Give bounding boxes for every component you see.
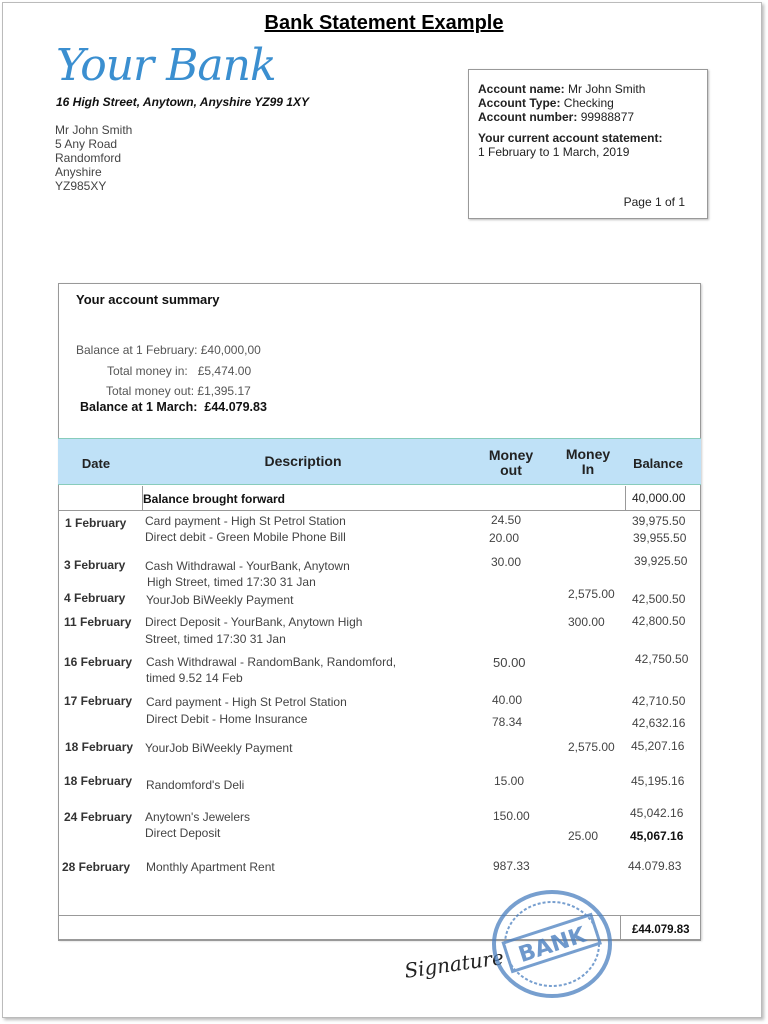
header-date: Date	[81, 456, 111, 471]
row-description: Direct Debit - Home Insurance	[146, 712, 308, 726]
row-money-out: 15.00	[494, 774, 525, 788]
customer-address	[55, 123, 132, 193]
row-date: 4 February	[64, 591, 126, 605]
row-money-out: 78.34	[492, 715, 523, 729]
row-description: YourJob BiWeekly Payment	[145, 741, 293, 755]
row-date: 1 February	[65, 516, 127, 530]
bank-address: 16 High Street, Anytown, Anyshire YZ99 1XY	[56, 95, 309, 109]
statement-box	[58, 283, 701, 940]
table-header	[58, 438, 701, 485]
summary-opening-balance: Balance at 1 February: £40,000,00	[76, 343, 261, 357]
summary-money-out: Total money out: £1,395.17	[106, 384, 251, 398]
row-balance: 39,925.50	[634, 554, 688, 568]
row-balance: 42,750.50	[635, 652, 689, 666]
customer-address-line: YZ985XY	[55, 179, 107, 193]
row-money-in: 300.00	[568, 615, 605, 629]
row-balance: 42,800.50	[632, 614, 686, 628]
column-divider	[620, 915, 621, 941]
header-money-out: Money out	[488, 447, 534, 478]
row-money-in: 2,575.00	[568, 740, 615, 754]
row-money-in: 25.00	[568, 829, 599, 843]
header-description: Description	[264, 453, 342, 469]
account-number: Account number: 99988877	[478, 110, 635, 124]
statement-label: Your current account statement:	[478, 131, 663, 145]
row-money-out: 987.33	[493, 859, 530, 873]
row-description: Card payment - High St Petrol Station	[145, 514, 346, 528]
customer-address-line: Mr John Smith	[55, 123, 133, 137]
row-money-out: 30.00	[491, 555, 522, 569]
row-date: 3 February	[64, 558, 126, 572]
row-balance: 45,042.16	[630, 806, 684, 820]
header-money-in: Money In	[565, 446, 611, 477]
summary-title: Your account summary	[76, 292, 220, 307]
statement-period: 1 February to 1 March, 2019	[478, 145, 630, 159]
row-description: Street, timed 17:30 31 Jan	[145, 632, 286, 646]
row-description: Card payment - High St Petrol Station	[146, 695, 347, 709]
row-description: Direct Deposit - YourBank, Anytown High	[145, 615, 363, 629]
customer-address-line: 5 Any Road	[55, 137, 118, 151]
page-number: Page 1 of 1	[623, 195, 685, 209]
row-money-out: 50.00	[493, 655, 526, 670]
row-money-out: 40.00	[492, 693, 523, 707]
row-date: 16 February	[64, 655, 133, 669]
customer-address-line: Randomford	[55, 151, 122, 165]
row-balance: 45,195.16	[631, 774, 685, 788]
row-description: Direct debit - Green Mobile Phone Bill	[145, 530, 346, 544]
page-title: Bank Statement Example	[264, 12, 504, 34]
bank-stamp-icon	[490, 888, 615, 1000]
account-name: Account name: Mr John Smith	[478, 82, 646, 96]
summary-money-in: Total money in: £5,474.00	[107, 364, 252, 378]
customer-address-line: Anyshire	[55, 165, 102, 179]
signature: Signature	[402, 945, 506, 983]
row-balance: 45,067.16	[630, 829, 684, 843]
row-money-out: 150.00	[493, 809, 530, 823]
header-balance: Balance	[633, 456, 683, 471]
row-description: YourJob BiWeekly Payment	[146, 593, 294, 607]
row-money-out: 20.00	[489, 531, 520, 545]
bank-logo: Your Bank	[56, 40, 276, 91]
row-description: Monthly Apartment Rent	[146, 860, 275, 874]
row-date: 28 February	[62, 860, 131, 874]
row-description: Cash Withdrawal - RandomBank, Randomford,	[146, 655, 397, 669]
row-date: 24 February	[64, 810, 133, 824]
row-money-in: 2,575.00	[568, 587, 615, 601]
row-description: Randomford's Deli	[146, 778, 245, 792]
row-date: 18 February	[64, 774, 133, 788]
row-balance: 42,710.50	[632, 694, 686, 708]
brought-forward-label: Balance brought forward	[143, 492, 286, 506]
row-date: 18 February	[65, 740, 134, 754]
column-divider	[142, 486, 143, 511]
account-info-box	[468, 69, 708, 219]
row-date: 11 February	[64, 615, 132, 629]
row-description: Anytown's Jewelers	[145, 810, 250, 824]
row-balance: 44.079.83	[628, 859, 682, 873]
row-balance: 39,975.50	[632, 514, 686, 528]
row-description: timed 9.52 14 Feb	[146, 671, 243, 685]
account-type: Account Type: Checking	[478, 96, 614, 110]
stamp-text: BANK	[515, 922, 590, 969]
row-money-out: 24.50	[491, 513, 522, 527]
row-date: 17 February	[64, 694, 133, 708]
column-divider	[625, 486, 626, 511]
row-description: Cash Withdrawal - YourBank, Anytown	[145, 559, 350, 573]
row-balance: 42,632.16	[632, 716, 686, 730]
row-description: Direct Deposit	[145, 826, 221, 840]
brought-forward-value: 40,000.00	[632, 491, 686, 505]
row-description: High Street, timed 17:30 31 Jan	[147, 575, 316, 589]
row-balance: 45,207.16	[631, 739, 685, 753]
closing-balance: £44.079.83	[632, 924, 690, 936]
summary-closing-balance: Balance at 1 March: £44.079.83	[80, 400, 267, 414]
row-balance: 42,500.50	[632, 592, 686, 606]
row-balance: 39,955.50	[633, 531, 687, 545]
